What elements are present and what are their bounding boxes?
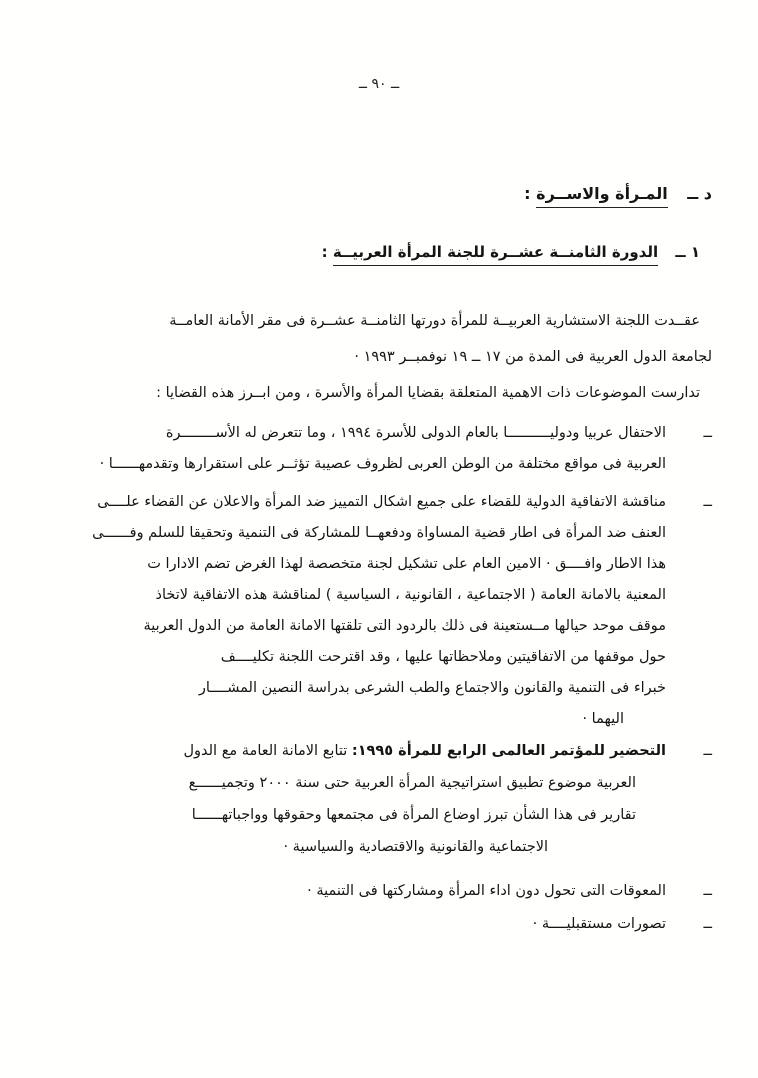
text-line: خبراء فى التنمية والقانون والاجتماع والطب الشرعى بدراسة النصين المشــــار <box>198 680 666 696</box>
text-line: الاجتماعية والقانونية والاقتصادية والسياسية · <box>283 839 548 855</box>
text-line: اليهما · <box>582 711 624 727</box>
bullet-item-3 <box>52 741 712 869</box>
bullet-item-2 <box>52 492 712 729</box>
text-line: المعنية بالامانة العامة ( الاجتماعية ، القانونية ، السياسية ) لمناقشة هذه الاتفاقية لاتخاذ <box>155 587 666 603</box>
text-line: العربية موضوع تطبيق استراتيجية المرأة العربية حتى سنة ٢٠٠٠ وتجميــــــع <box>188 775 636 791</box>
text-line: تدارست الموضوعات ذات الاهمية المتعلقة بقضايا المرأة والأسرة ، ومن ابــرز هذه القضايا : <box>156 385 700 401</box>
sub-heading-colon: : <box>321 243 328 261</box>
text-line: العنف ضد المرأة فى اطار قضية المساواة ودفعهــا للمشاركة فى التنمية وتحقيقا للسلم وفــــــى <box>92 525 666 541</box>
text-line: الاحتفال عربيا ودوليــــــــــا بالعام الدولى للأسرة ١٩٩٤ ، وما تتعرض له الأســــــــرة <box>165 425 666 441</box>
bullet-item-4 <box>52 881 712 901</box>
document-body <box>0 184 758 934</box>
bullet-item-1 <box>52 423 712 474</box>
bullet-dash: ــ <box>703 425 712 441</box>
sub-heading-title: الدورة الثامنــة عشــرة للجنة المرأة العربيــة <box>333 243 658 266</box>
text-line <box>52 741 666 761</box>
bullet-text <box>52 492 666 729</box>
sub-heading-marker: ١ ــ <box>675 243 700 261</box>
bullet-text <box>52 423 666 474</box>
section-heading <box>52 184 712 203</box>
page-number: ــ ٩٠ ــ <box>358 76 400 92</box>
text-line: المعوقات التى تحول دون اداء المرأة ومشاركتها فى التنمية · <box>307 883 666 899</box>
text-line: تصورات مستقبليــــة · <box>532 916 666 932</box>
text-line: موقف موحد حيالها مــستعينة فى ذلك بالردود التى تلقتها الامانة العامة من الدول العربية <box>143 618 666 634</box>
body-text <box>52 311 712 934</box>
bullet-dash: ــ <box>703 916 712 932</box>
bullet-item-5 <box>52 914 712 934</box>
section-heading-title: المـرأة والاســرة <box>536 184 668 208</box>
bullet-dash: ــ <box>703 494 712 510</box>
text-line: هذا الاطار وافــــق · الامين العام على تشكيل لجنة متخصصة لهذا الغرض تضم الادارا ت <box>147 556 666 572</box>
text-line: حول موقفها من الاتفاقيتين وملاحظاتها عليها ، وقد اقترحت اللجنة تكليــــف <box>220 649 666 665</box>
section-heading-colon: : <box>524 184 531 203</box>
bullet-text <box>52 881 666 901</box>
text-line: لجامعة الدول العربية فى المدة من ١٧ ــ ١٩ نوفمبــر ١٩٩٣ · <box>354 349 712 365</box>
text-line: العربية فى مواقع مختلفة من الوطن العربى لظروف عصيبة تؤثــر على استقرارها وتقدمهــــــا · <box>99 456 666 472</box>
section-heading-marker: د ــ <box>687 184 712 203</box>
paragraph-1 <box>52 311 712 367</box>
bullet-lead-bold: التحضير للمؤتمر العالمى الرابع للمرأة ١٩٩٥: <box>351 743 666 759</box>
text-line: تقارير فى هذا الشأن تبرز اوضاع المرأة فى مجتمعها وحقوقها وواجباتهــــــا <box>191 807 636 823</box>
bullet-dash: ــ <box>703 883 712 899</box>
text-line: مناقشة الاتفاقية الدولية للقضاء على جميع اشكال التمييز ضد المرأة والاعلان عن القضاء علــــى <box>97 494 666 510</box>
bullet-dash: ــ <box>703 743 712 759</box>
paragraph-2 <box>52 383 712 403</box>
bullet-lead-rest: تتابع الامانة العامة مع الدول <box>183 743 348 759</box>
bullet-text <box>52 741 666 869</box>
bullet-text <box>52 914 666 934</box>
sub-heading <box>52 243 700 261</box>
text-line: عقــدت اللجنة الاستشارية العربيــة للمرأة دورتها الثامنــة عشــرة فى مقر الأمانة العامــة <box>169 313 700 329</box>
